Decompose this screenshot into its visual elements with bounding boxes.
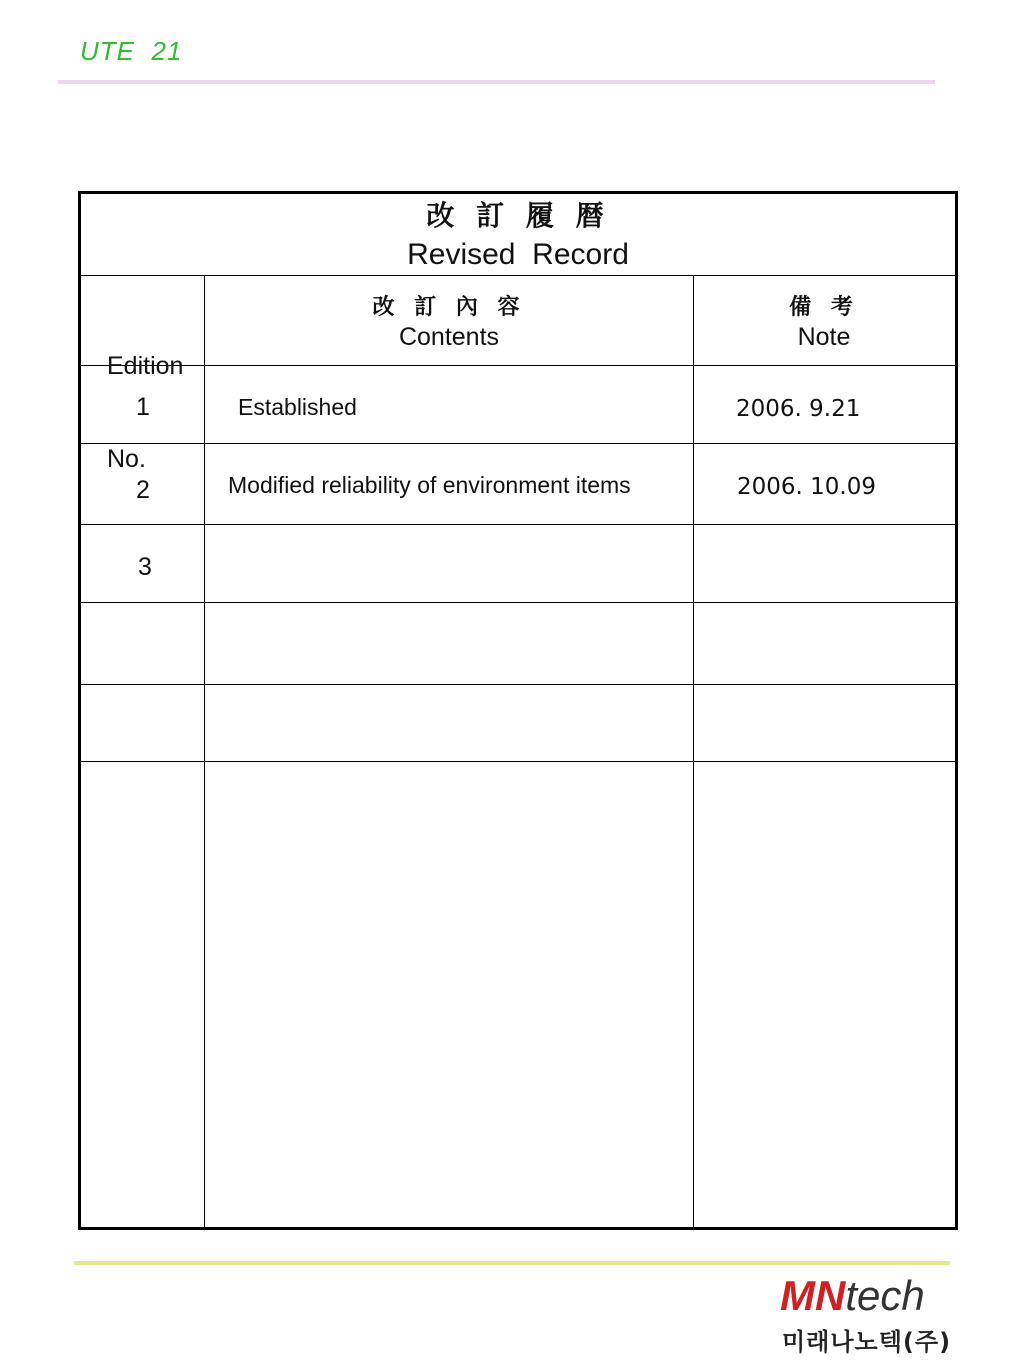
logo-mark [780, 1272, 925, 1320]
table-divider [81, 602, 955, 603]
table-title: Revised Record [407, 238, 629, 271]
edition-header-line1: Edition [107, 351, 184, 380]
table-divider [81, 365, 955, 366]
revision-contents: Modified reliability of environment items [228, 472, 631, 498]
document-code: UTE 21 [80, 36, 183, 66]
edition-header-line2: No. [107, 445, 146, 474]
table-title-cjk: 改 訂 履 暦 [426, 199, 610, 232]
logo-tech: tech [845, 1272, 925, 1319]
revision-note: 2006. 9.21 [736, 396, 861, 422]
logo-company-name: 미래나노텍(주) [782, 1328, 952, 1356]
footer-divider [74, 1261, 950, 1265]
edition-number: 1 [136, 393, 150, 421]
revision-record-table [78, 191, 958, 1230]
table-divider [81, 275, 955, 276]
note-header-cjk: 備 考 [789, 295, 859, 320]
note-header: Note [797, 323, 851, 351]
edition-number: 2 [136, 476, 150, 504]
logo-mn: MN [780, 1272, 846, 1319]
revision-contents: Established [238, 394, 357, 420]
revision-note: 2006. 10.09 [737, 474, 876, 500]
column-divider [693, 275, 694, 1227]
table-divider [81, 761, 955, 762]
table-divider [81, 524, 955, 525]
table-divider [81, 443, 955, 444]
contents-header: Contents [398, 323, 500, 351]
table-divider [81, 684, 955, 685]
header-divider [58, 80, 935, 84]
edition-number: 3 [138, 553, 152, 581]
contents-header-cjk: 改 訂 內 容 [372, 295, 526, 320]
company-logo [780, 1272, 960, 1356]
